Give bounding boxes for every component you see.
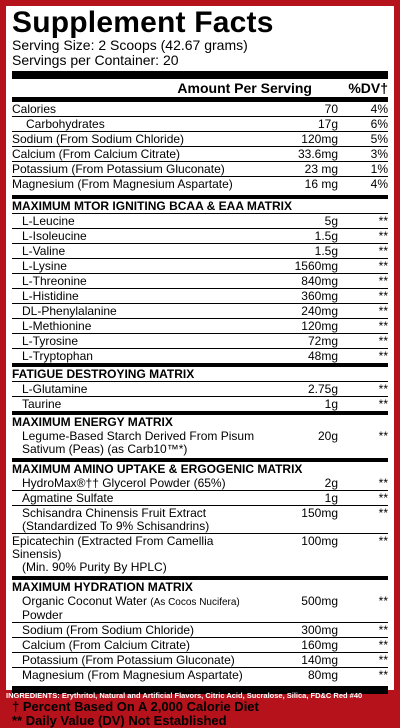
table-row: [12, 303, 388, 318]
footnote-not-established: ** Daily Value (DV) Not Established: [12, 713, 227, 728]
row-amount: 23 mg: [304, 162, 338, 176]
table-row: [12, 490, 388, 505]
serving-size: Serving Size: 2 Scoops (42.67 grams): [12, 37, 248, 53]
row-amount: 360mg: [301, 289, 338, 303]
footnote-dv: † Percent Based On A 2,000 Calorie Diet: [12, 699, 259, 714]
row-amount: 100mg: [301, 534, 338, 548]
row-dv: **: [378, 229, 388, 243]
table-row: [12, 429, 388, 456]
row-name-line1: Schisandra Chinensis Fruit Extract: [22, 506, 207, 520]
row-dv: **: [378, 506, 388, 520]
section-title-hydration: MAXIMUM HYDRATION MATRIX: [12, 580, 193, 594]
row-dv: 5%: [370, 132, 388, 146]
row-dv: **: [378, 638, 388, 652]
row-name: L-Tyrosine: [22, 334, 79, 348]
row-name: L-Lysine: [22, 259, 67, 273]
row-name: L-Valine: [22, 244, 66, 258]
row-amount: 80mg: [307, 668, 338, 682]
row-dv: 4%: [370, 177, 388, 191]
row-name: DL-Phenylalanine: [22, 304, 117, 318]
row-amount: 16 mg: [304, 177, 338, 191]
row-dv: **: [378, 397, 388, 411]
amount-per-serving-header: Amount Per Serving: [177, 80, 312, 96]
row-amount: 72mg: [307, 334, 338, 348]
row-dv: **: [378, 491, 388, 505]
section-title-amino: MAXIMUM AMINO UPTAKE & ERGOGENIC MATRIX: [12, 462, 303, 476]
row-name-line2: Sativum (Peas) (as Carb10™*): [22, 442, 188, 456]
table-row: [12, 176, 388, 191]
row-amount: 120mg: [301, 319, 338, 333]
table-row: [12, 333, 388, 348]
row-amount: 70: [324, 102, 338, 116]
row-name: Calcium (From Calcium Citrate): [22, 638, 191, 652]
row-amount: 1g: [324, 397, 338, 411]
table-row: [12, 258, 388, 273]
table-row: [12, 318, 388, 333]
row-dv: **: [378, 334, 388, 348]
row-name: Sodium (From Sodium Chloride): [22, 623, 195, 637]
row-amount: 48mg: [307, 349, 338, 363]
row-dv: **: [378, 214, 388, 228]
servings-per-container: Servings per Container: 20: [12, 52, 179, 68]
row-name: Potassium (From Potassium Gluconate): [12, 162, 225, 176]
table-row: [12, 146, 388, 161]
row-dv: 6%: [370, 117, 388, 131]
table-row: [12, 348, 388, 363]
table-row: [12, 594, 388, 622]
row-dv: **: [378, 594, 388, 608]
row-name-suffix: Powder: [22, 608, 63, 622]
row-name-line2: (Min. 90% Purity By HPLC): [22, 560, 167, 574]
row-amount: 840mg: [301, 274, 338, 288]
table-row: [12, 381, 388, 396]
table-row: [12, 161, 388, 176]
row-name: L-Threonine: [22, 274, 87, 288]
row-name: L-Methionine: [22, 319, 92, 333]
row-name: [12, 506, 260, 533]
row-amount: 1.5g: [314, 244, 338, 258]
table-row: [12, 101, 388, 116]
row-amount: 240mg: [301, 304, 338, 318]
ingredients-line: INGREDIENTS: Erythritol, Natural and Artificial Flavors, Citric Acid, Sucralose, Silica, FD&C Red #40: [6, 691, 363, 700]
row-amount: 300mg: [301, 623, 338, 637]
table-row: [12, 213, 388, 228]
row-dv: **: [378, 304, 388, 318]
row-name: Sodium (From Sodium Chloride): [12, 132, 185, 146]
row-name: L-Leucine: [22, 214, 75, 228]
row-amount: 20g: [317, 429, 338, 443]
row-amount: 5g: [324, 214, 338, 228]
row-dv: **: [378, 382, 388, 396]
row-name: Carbohydrates: [26, 117, 105, 131]
row-amount: 140mg: [301, 653, 338, 667]
row-name: Taurine: [22, 397, 62, 411]
row-name-line1: Epicatechin (Extracted From Camellia Sinensis): [12, 534, 214, 561]
row-name: Calcium (From Calcium Citrate): [12, 147, 181, 161]
row-name: [12, 429, 260, 456]
table-row: [12, 505, 388, 533]
row-name: Magnesium (From Magnesium Aspartate): [22, 668, 243, 682]
table-row: [12, 288, 388, 303]
table-row: [12, 667, 388, 682]
row-amount: 1560mg: [294, 259, 338, 273]
table-row: [12, 396, 388, 411]
table-row: [12, 637, 388, 652]
column-header: [12, 79, 388, 97]
row-dv: **: [378, 274, 388, 288]
row-dv: **: [378, 319, 388, 333]
divider-thick: [12, 71, 388, 79]
section-title-bcaa: MAXIMUM MTOR IGNITING BCAA & EAA MATRIX: [12, 199, 292, 213]
row-amount: 500mg: [301, 594, 338, 608]
row-dv: **: [378, 534, 388, 548]
row-dv: **: [378, 623, 388, 637]
row-amount: 1.5g: [314, 229, 338, 243]
row-dv: **: [378, 259, 388, 273]
row-dv: **: [378, 349, 388, 363]
row-name: L-Tryptophan: [22, 349, 93, 363]
row-name-note: (As Cocos Nucifera): [150, 597, 240, 608]
row-name: L-Isoleucine: [22, 229, 87, 243]
panel-title: Supplement Facts: [12, 6, 274, 39]
row-name: Magnesium (From Magnesium Aspartate): [12, 177, 233, 191]
row-dv: **: [378, 244, 388, 258]
table-row: [12, 652, 388, 667]
row-name: Calories: [12, 102, 57, 116]
row-dv: **: [378, 653, 388, 667]
dv-header: %DV†: [348, 80, 388, 96]
row-dv: 4%: [370, 102, 388, 116]
row-dv: **: [378, 476, 388, 490]
row-name: HydroMax®†† Glycerol Powder (65%): [22, 476, 226, 490]
row-amount: 120mg: [301, 132, 338, 146]
row-dv: 3%: [370, 147, 388, 161]
table-row: [12, 533, 388, 574]
row-amount: 1g: [324, 491, 338, 505]
row-name: Agmatine Sulfate: [22, 491, 114, 505]
table-row: [12, 476, 388, 490]
row-name: L-Histidine: [22, 289, 79, 303]
row-name: [12, 594, 260, 622]
table-row: [12, 243, 388, 258]
table-row: [12, 228, 388, 243]
table-row: [12, 131, 388, 146]
row-name: [12, 534, 260, 574]
row-dv: **: [378, 289, 388, 303]
row-name-main: Organic Coconut Water: [22, 594, 147, 608]
row-amount: 33.6mg: [297, 147, 338, 161]
row-amount: 150mg: [301, 506, 338, 520]
row-name-line1: Legume-Based Starch Derived From Pisum: [22, 429, 255, 443]
row-dv: **: [378, 668, 388, 682]
row-name-line2: (Standardized To 9% Schisandrins): [22, 519, 210, 533]
row-amount: 2.75g: [307, 382, 338, 396]
row-amount: 17g: [317, 117, 338, 131]
row-dv: 1%: [370, 162, 388, 176]
section-title-energy: MAXIMUM ENERGY MATRIX: [12, 415, 173, 429]
row-dv: **: [378, 429, 388, 443]
row-name: L-Glutamine: [22, 382, 88, 396]
row-name: Potassium (From Potassium Gluconate): [22, 653, 235, 667]
table-row: [12, 273, 388, 288]
table-row: [12, 116, 388, 131]
table-row: [12, 622, 388, 637]
row-amount: 160mg: [301, 638, 338, 652]
row-amount: 2g: [324, 476, 338, 490]
section-title-fatigue: FATIGUE DESTROYING MATRIX: [12, 367, 195, 381]
